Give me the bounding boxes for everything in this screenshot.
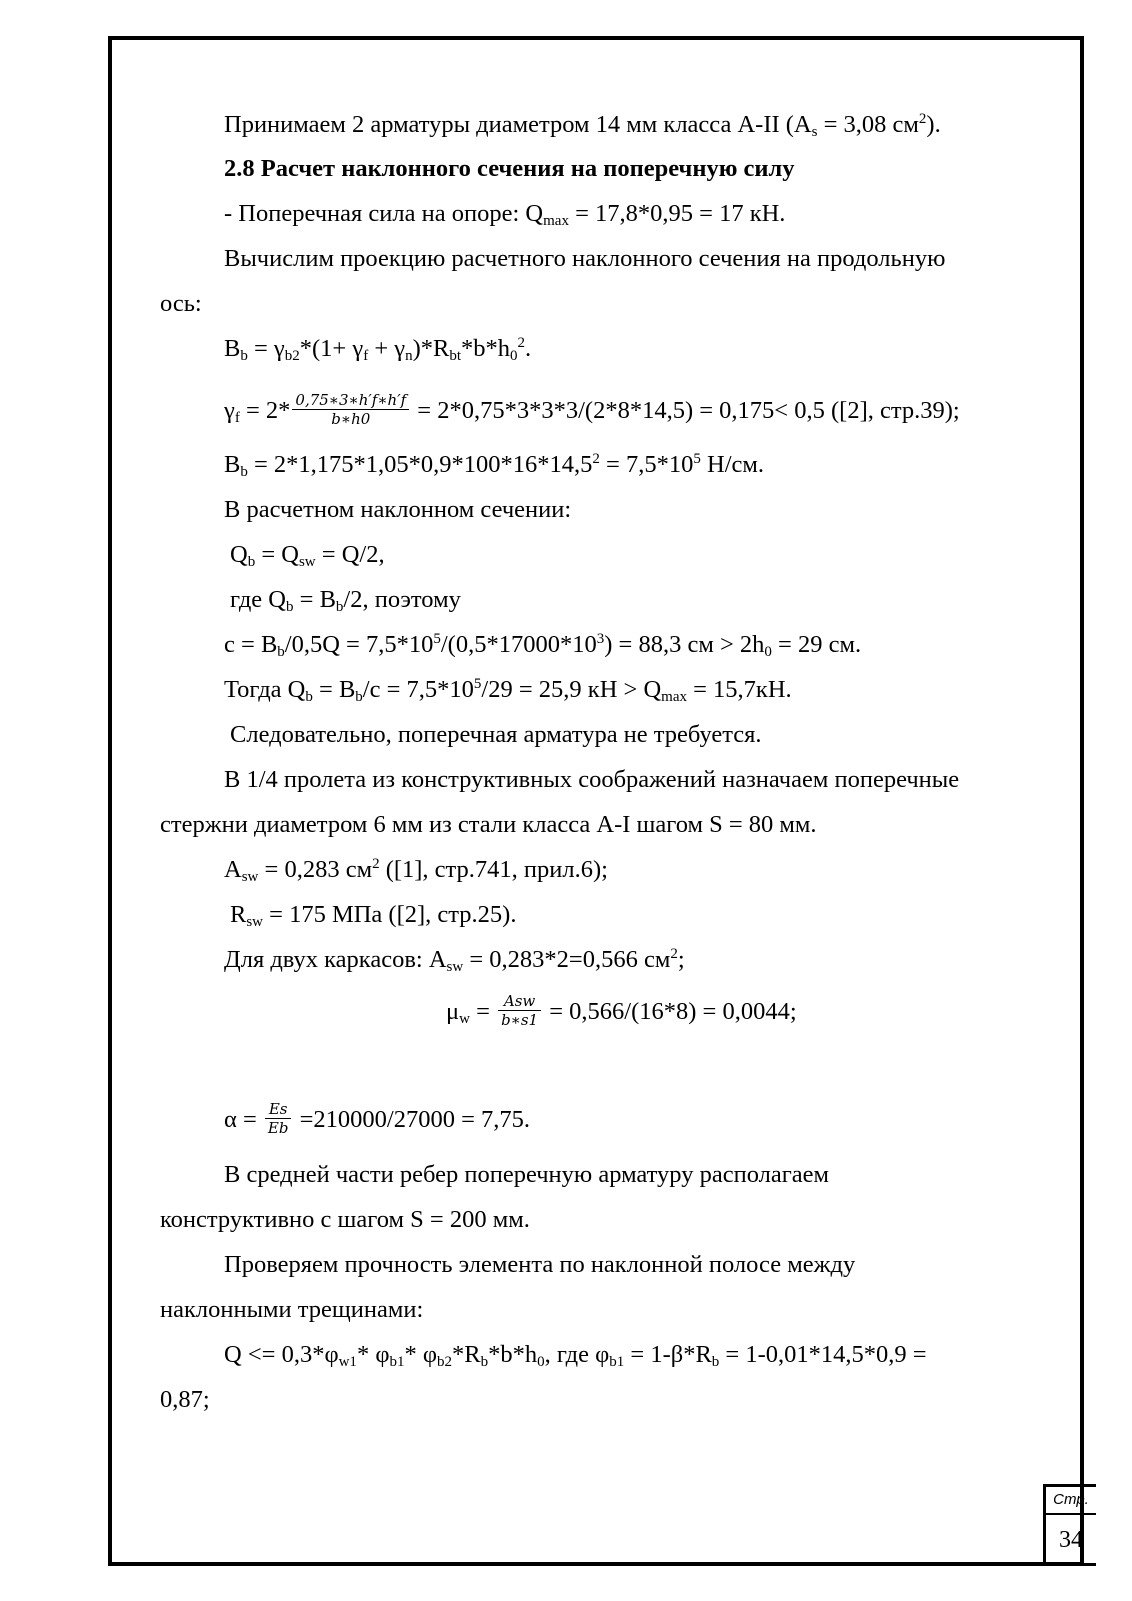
formula-gamma-f: $\gamma_f = 2*$ $\frac{0,75∗3∗h'f∗h'f}{b∗h0}$ = 2*0,75*3*3*3/(2*8*14,5) = 0,175< 0,5 ([2], стр.39);: [224, 391, 960, 428]
text-line-middle-ribs: В средней части ребер поперечную арматуру располагаем: [224, 1161, 830, 1188]
formula-rsw: $R_{sw} = 175$ МПа ([2], стр.25).: [230, 901, 517, 930]
page-number: 34: [1059, 1527, 1083, 1553]
text-line-rods: стержни диаметром 6 мм из стали класса A-I шагом S = 80 мм.: [160, 811, 817, 838]
formula-bb-value: $B_b = 2*1,175*1,05*0,9*100*16*14,5^2 = 7,5*10^5$ Н/см.: [224, 451, 765, 480]
text-line-cracks: наклонными трещинами:: [160, 1296, 424, 1323]
text-line-reinforcement: Принимаем 2 арматуры диаметром 14 мм класса A-II ($A_s = 3,08$ $см^2$).: [224, 111, 941, 140]
formula-bb: $B_b = \gamma_{b2}*(1+ \gamma_f + \gamma_n)*R_{bt}*b*h_0^2$.: [224, 335, 532, 364]
text-line-section: В расчетном наклонном сечении:: [224, 496, 572, 523]
section-heading: 2.8 Расчет наклонного сечения на поперечную силу: [224, 155, 795, 182]
text-line-check: Проверяем прочность элемента по наклонной полосе между: [224, 1251, 856, 1278]
fraction-mu-w: $\frac{\text{Asw}}{b∗s1}$: [498, 992, 541, 1029]
text-line-shear-force: - Поперечная сила на опоре: $Q_{max} = 17,8*0,95 = 17$ кН.: [224, 200, 786, 229]
fraction-gamma-f: $\frac{0,75∗3∗h'f∗h'f}{b∗h0}$: [292, 391, 409, 428]
formula-two-frames: Для двух каркасов: $A_{sw} = 0,283*2=0,566$ $см^2$;: [224, 946, 685, 975]
formula-c: $c = B_b/0,5Q = 7,5*10^5/(0,5*17000*10^3) = 88,3$ см > $2h_0 = 29$ см.: [224, 631, 862, 660]
text-line-projection: Вычислим проекцию расчетного наклонного сечения на продольную: [224, 245, 946, 272]
text-line-result: 0,87;: [160, 1386, 210, 1413]
formula-asw: $A_{sw} = 0,283$ $см^2$ ([1], стр.741, прил.6);: [224, 856, 608, 885]
formula-where-qb: где $Q_b = B_b/2$, поэтому: [230, 586, 461, 615]
formula-alpha: α = $\frac{Es}{Eb}$ =210000/27000 = 7,75.: [224, 1100, 531, 1137]
text-line-axis: ось:: [160, 290, 202, 317]
formula-then-qb: Тогда $Q_b = B_b/c = 7,5*10^5/29 = 25,9$ кН > $Q_{max} = 15,7кН$.: [224, 676, 792, 705]
fraction-alpha: $\frac{Es}{Eb}$: [265, 1100, 292, 1137]
text-line-conclusion: Следовательно, поперечная арматура не требуется.: [230, 721, 762, 748]
formula-q-check: $Q <= 0,3*\varphi_{w1}*$ $\varphi_{b1}*$ $\varphi_{b2}*R_b*b*h_0$, где $\varphi_{b1} = 1-\beta*R_b = 1-0,01*14,5*0,9$ =: [224, 1341, 927, 1370]
formula-qb: $Q_b = Q_{sw} = Q/2$,: [230, 541, 385, 570]
page-label: Стр.: [1046, 1487, 1096, 1515]
page-number-stamp: [1043, 1484, 1096, 1566]
text-line-step: конструктивно с шагом S = 200 мм.: [160, 1206, 530, 1233]
text-line-span: В 1/4 пролета из конструктивных соображений назначаем поперечные: [224, 766, 960, 793]
formula-mu-w: $\mu_w$ = $\frac{\text{Asw}}{b∗s1}$ = 0,566/(16*8) = 0,0044;: [446, 992, 797, 1029]
